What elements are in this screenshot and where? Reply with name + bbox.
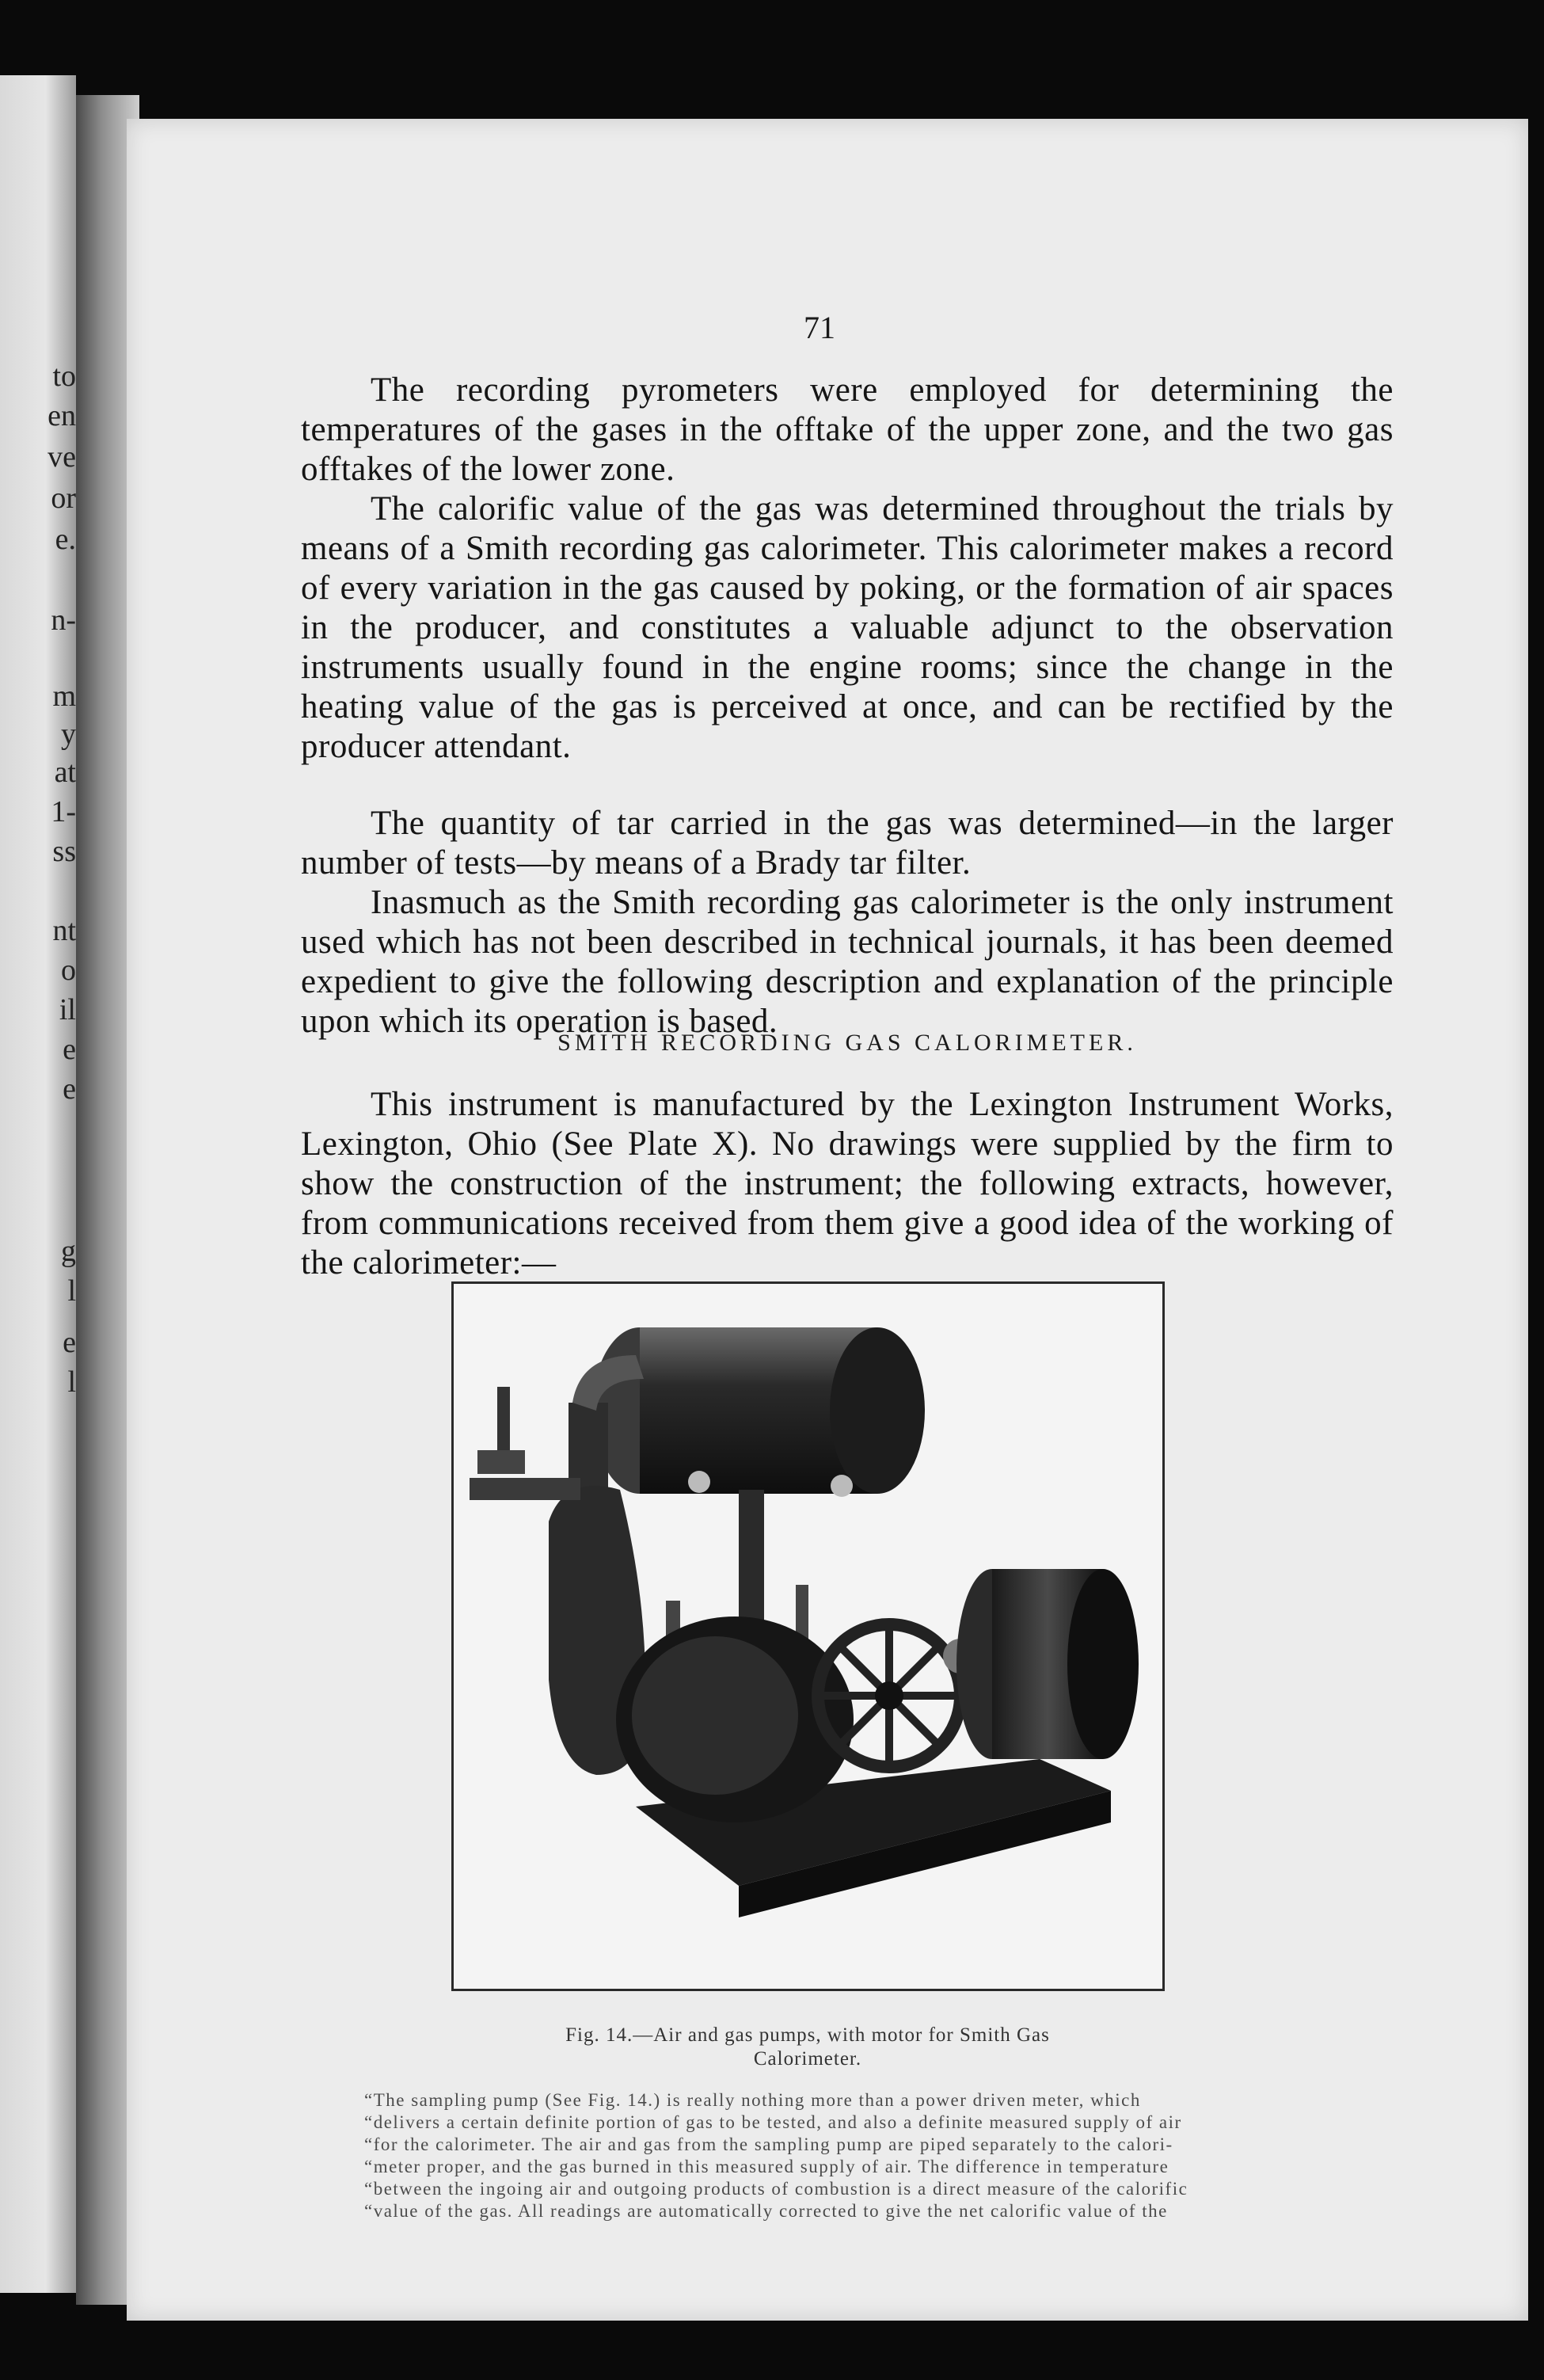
paragraph-calorific-value [301, 489, 1394, 767]
paragraph-text: This instrument is manufactured by the Lexington Instrument Works, Lexington, Ohio (See Plate X). No drawings were supplied by the firm to show the construction of the instrument; the following extracts, however, from communications received from them give a good idea of the working of the calorimeter:— [301, 1086, 1394, 1281]
paragraph-instrument [301, 1085, 1394, 1283]
quote-line: “meter proper, and the gas burned in this measured supply of air. The difference in temperature [364, 2157, 1169, 2176]
left-page-fragment: at [54, 756, 76, 789]
left-page-fragment: y [61, 718, 76, 751]
quote-line: “delivers a certain definite portion of gas to be tested, and also a definite measured supply of air [364, 2112, 1182, 2132]
left-page-fragment: o [61, 954, 76, 987]
left-page-fragment: to [52, 360, 76, 393]
quote-line: “The sampling pump (See Fig. 14.) is really nothing more than a power driven meter, which [364, 2090, 1141, 2110]
caption-line: Calorimeter. [753, 2048, 862, 2070]
paragraph-inasmuch [301, 883, 1394, 1041]
left-page-fragment: ve [48, 440, 76, 474]
paragraph-text: The recording pyrometers were employed for determining the temperatures of the gases in the offtake of the upper zone, and the two gas offtakes of the lower zone. [301, 371, 1394, 488]
left-page-fragment: e [63, 1033, 76, 1066]
paragraph-text: The quantity of tar carried in the gas was determined—in the larger number of tests—by means of a Brady tar filter. [301, 805, 1394, 882]
quote-line: “between the ingoing air and outgoing products of combustion is a direct measure of the calorific [364, 2179, 1188, 2199]
quote-line: “value of the gas. All readings are automatically corrected to give the net calorific value of the [364, 2201, 1168, 2221]
left-page-fragment: 1- [51, 795, 76, 828]
left-page-fragment: en [48, 399, 76, 432]
pump-illustration [454, 1284, 1162, 1989]
left-page-fragment: ss [52, 835, 76, 868]
left-page-fragment: l [67, 1274, 76, 1308]
caption-line: Fig. 14.—Air and gas pumps, with motor for Smith Gas [565, 2024, 1050, 2046]
left-page-fragment: n- [51, 604, 76, 637]
left-page-fragment: e [63, 1072, 76, 1106]
figure-caption [459, 2024, 1156, 2071]
left-facing-page [0, 75, 76, 2293]
quoted-extract [364, 2089, 1338, 2222]
quote-line: “for the calorimeter. The air and gas from the sampling pump are piped separately to the calori- [364, 2134, 1173, 2154]
book-page [127, 119, 1528, 2321]
paragraph-tar-quantity [301, 804, 1394, 883]
paragraph-text: The calorific value of the gas was determined throughout the trials by means of a Smith recording gas calorimeter. This calorimeter makes a record of every variation in the gas caused by poking, or the formation of air spaces in the producer, and constitutes a valuable adjunct to the observation instruments usually found in the engine rooms; since the change in the heating value of the gas is perceived at once, and can be rectified by the producer attendant. [301, 490, 1394, 765]
section-heading: SMITH RECORDING GAS CALORIMETER. [557, 1030, 1137, 1056]
left-page-fragment: m [52, 680, 76, 713]
left-page-fragment: or [51, 482, 76, 515]
left-page-fragment: e. [55, 523, 76, 556]
page-number: 71 [804, 310, 835, 345]
left-page-fragment: g [61, 1235, 76, 1268]
paragraph-text: Inasmuch as the Smith recording gas calorimeter is the only instrument used which has not been described in technical journals, it has been deemed expedient to give the following description and explanation of the principle upon which its operation is based. [301, 884, 1394, 1040]
figure-pump-photo [451, 1281, 1165, 1991]
left-page-fragment: nt [52, 914, 76, 947]
left-page-fragment: il [59, 993, 76, 1026]
left-page-fragment: l [67, 1365, 76, 1399]
left-page-fragment: e [63, 1326, 76, 1359]
paragraph-pyrometers [301, 371, 1394, 489]
